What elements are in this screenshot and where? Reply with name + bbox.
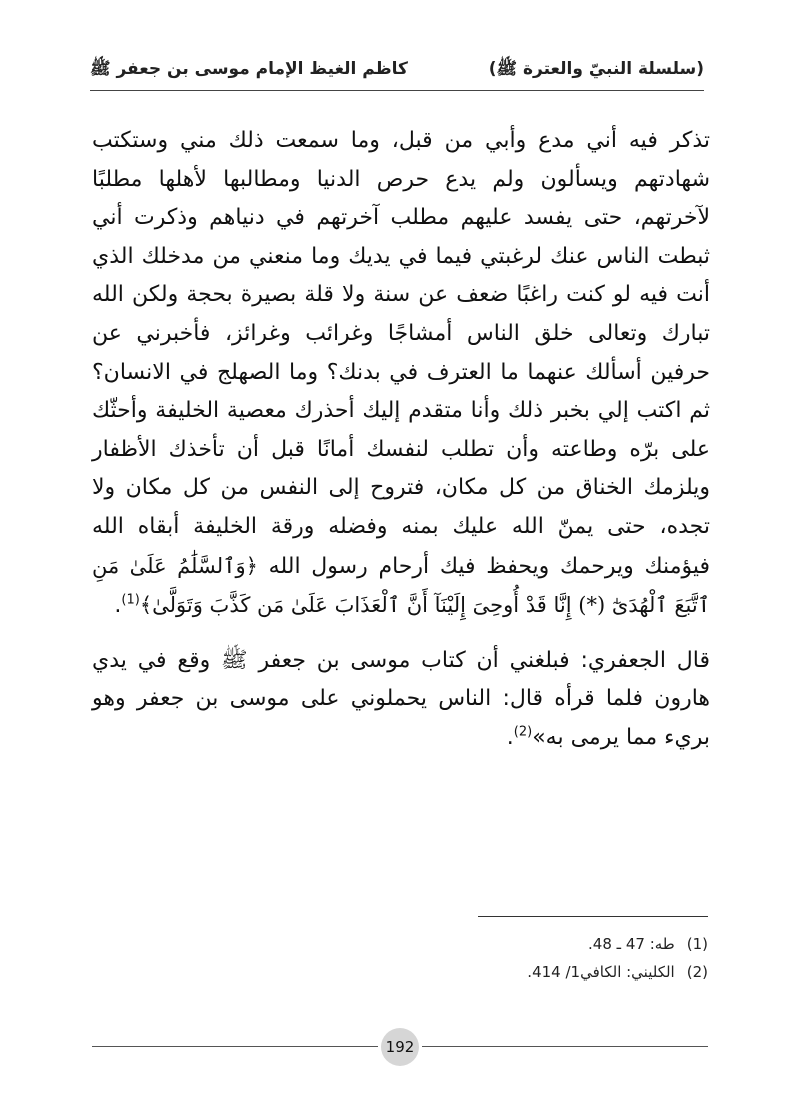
footnote-2-text: الكليني: الكافي1/ 414. [527, 963, 675, 981]
running-header [90, 56, 704, 86]
footnote-divider [478, 916, 708, 917]
main-text [92, 122, 710, 758]
footnote-1-text: طه: 47 ـ 48. [588, 935, 675, 953]
paragraph-2 [92, 642, 710, 758]
page-number: 192 [381, 1028, 419, 1066]
footnote-2 [380, 958, 708, 986]
header-divider [90, 90, 704, 91]
footnote-ref-1: (1) [121, 592, 140, 608]
footnote-ref-2: (2) [513, 724, 533, 740]
paragraph-2-text: قال الجعفري: فبلغني أن كتاب موسى بن جعفر ﷺ وقع في يدي هارون فلما قرأه قال: الناس يحملوني على موسى بن جعفر وهو بريء مما يرمى به» [92, 647, 710, 750]
footnote-2-number: (2) [686, 963, 708, 981]
paragraph-1 [92, 122, 710, 626]
footnote-1 [380, 930, 708, 958]
footnotes [380, 930, 708, 986]
page-number-rule-left [92, 1046, 378, 1047]
paragraph-2-end: . [506, 724, 514, 750]
page-number-rule-right [422, 1046, 708, 1047]
book-title: كاظم الغيظ الإمام موسى بن جعفر ﷺ [90, 59, 408, 79]
series-title: (سلسلة النبيّ والعترة ﷺ) [488, 59, 704, 79]
footnote-1-number: (1) [686, 935, 708, 953]
paragraph-1-end: . [114, 593, 122, 619]
paragraph-1-text: تذكر فيه أني مدع وأبي من قبل، وما سمعت ذلك مني وستكتب شهادتهم ويسألون ولم يدع حرص الدنيا ومطالبها لأهلها مطلبًا لآخرتهم، حتى يفسد عليهم مطلب آخرتهم في دنياهم وذكرت أني ثبطت الناس عنك لرغبتي فيما في يديك وما منعني من مدخلك الذي أنت فيه لو كنت راغبًا ضعف عن سنة ولا قلة بصيرة بحجة ولكن الله تبارك وتعالى خلق الناس أمشاجًا وغرائب وغرائز، فأخبرني عن حرفين أسألك عنهما ما العترف في بدنك؟ وما الصهلج في الانسان؟ ثم اكتب إلي بخبر ذلك وأنا متقدم إليك أحذرك معصية الخليفة وأحثّك على برّه وطاعته وأن تطلب لنفسك أمانًا قبل أن تأخذك الأظفار ويلزمك الخناق من كل مكان، فتروح إلى النفس من كل مكان ولا تجده، حتى يمنّ الله عليك بمنه وفضله ورقة الخليفة أبقاه الله فيؤمنك ويرحمك ويحفظ فيك أرحام رسول الله [92, 128, 710, 579]
quran-verse: ﴿وَٱلسَّلَٰمُ عَلَىٰ مَنِ ٱتَّبَعَ ٱلْهُدَىٰٓ (*) إِنَّا قَدْ أُوحِىَ إِلَيْنَآ أَنَّ ٱلْعَذَابَ عَلَىٰ مَن كَذَّبَ وَتَوَلَّىٰ﴾ [92, 553, 710, 618]
